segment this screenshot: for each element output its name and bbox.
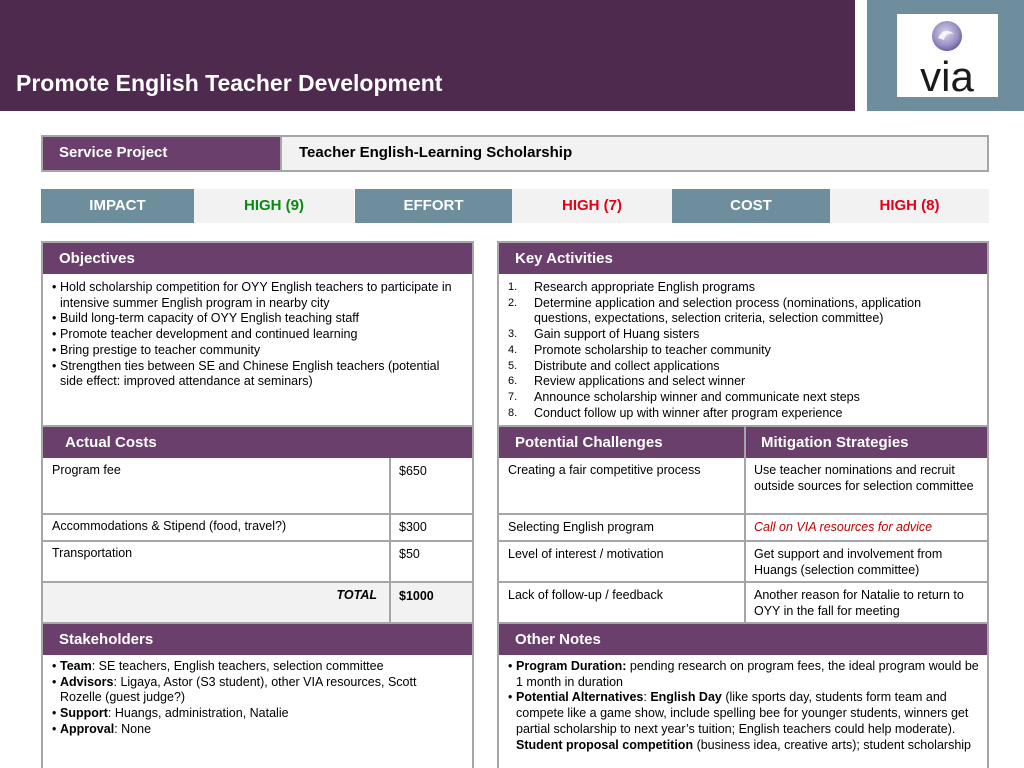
effort-value: HIGH (7) — [512, 189, 672, 223]
cost-item: Accommodations & Stipend (food, travel?) — [52, 519, 287, 533]
list-item: • Hold scholarship competition for OYY English teachers to participate in intensive summer English program in nearby city — [52, 280, 464, 311]
cost-total-label: TOTAL — [336, 588, 377, 602]
table-row — [43, 458, 472, 515]
stakeholders-panel — [41, 622, 474, 768]
cost-item: Program fee — [52, 463, 121, 477]
other-notes-list — [508, 659, 982, 753]
potential-challenges-title: Potential Challenges — [499, 427, 744, 458]
stakeholders-list — [52, 659, 452, 738]
list-item: • Bring prestige to teacher community — [52, 343, 464, 359]
list-item: 3. Gain support of Huang sisters — [508, 327, 700, 342]
challenge-text: Selecting English program — [508, 520, 654, 534]
stakeholders-title: Stakeholders — [43, 624, 472, 655]
objectives-panel — [41, 241, 474, 427]
key-activities-panel — [497, 241, 989, 427]
mitigation-strategies-title: Mitigation Strategies — [746, 427, 987, 458]
table-row — [43, 542, 472, 583]
list-item: 5. Distribute and collect applications — [508, 358, 720, 373]
mitigation-text: Use teacher nominations and recruit outside sources for selection committee — [754, 463, 974, 493]
table-row — [499, 583, 987, 624]
cost-label: COST — [672, 189, 830, 223]
effort-label: EFFORT — [355, 189, 512, 223]
list-item: • Advisors: Ligaya, Astor (S3 student), other VIA resources, Scott Rozelle (guest judge?) — [52, 675, 452, 706]
list-item: • Team: SE teachers, English teachers, selection committee — [52, 659, 452, 675]
mitigation-text: Call on VIA resources for advice — [754, 520, 933, 534]
cost-value: HIGH (8) — [830, 189, 989, 223]
cost-amount: $300 — [399, 520, 427, 534]
objectives-title: Objectives — [43, 243, 472, 274]
service-project-value: Teacher English-Learning Scholarship — [280, 137, 987, 170]
actual-costs-title: Actual Costs — [43, 427, 472, 458]
key-activities-list — [508, 280, 978, 421]
service-project-label: Service Project — [43, 137, 280, 170]
list-item: • Approval: None — [52, 722, 452, 738]
table-row — [499, 515, 987, 542]
via-logo — [897, 14, 998, 97]
cost-amount: $50 — [399, 547, 420, 561]
list-item: 7. Announce scholarship winner and communicate next steps — [508, 389, 860, 404]
impact-label: IMPACT — [41, 189, 194, 223]
other-notes-title: Other Notes — [499, 624, 987, 655]
list-item: • Support: Huangs, administration, Natalie — [52, 706, 452, 722]
list-item: • Build long-term capacity of OYY English teaching staff — [52, 311, 464, 327]
list-item: • Program Duration: pending research on program fees, the ideal program would be 1 month in duration — [508, 659, 982, 690]
costs-total-divider — [389, 583, 391, 624]
cost-amount: $650 — [399, 464, 427, 478]
challenges-panel — [497, 425, 989, 626]
challenge-text: Level of interest / motivation — [508, 547, 664, 561]
list-item: 8. Conduct follow up with winner after program experience — [508, 405, 843, 420]
header-bar — [0, 0, 855, 111]
impact-value: HIGH (9) — [194, 189, 354, 223]
table-row — [499, 542, 987, 583]
list-item: • Strengthen ties between SE and Chinese English teachers (potential side effect: improved attendance at seminars) — [52, 359, 464, 390]
cost-item: Transportation — [52, 546, 133, 560]
table-row — [499, 458, 987, 515]
logo-text: via — [920, 53, 974, 97]
objectives-list — [52, 280, 464, 390]
list-item: • Potential Alternatives: English Day (like sports day, students form team and compete like a game show, include spelling bee for younger students, winners get partial scholarship to next year’s tuition; English teachers could help moderate). Student proposal competition (business idea, creative arts); student scholarship — [508, 690, 982, 753]
key-activities-title: Key Activities — [499, 243, 987, 274]
cost-total-value: $1000 — [399, 589, 434, 603]
list-item: 2. Determine application and selection process (nominations, application questions, expectations, selection criteria, selection committee) — [508, 295, 922, 326]
list-item: • Promote teacher development and continued learning — [52, 327, 464, 343]
service-project-bar — [41, 135, 989, 172]
other-notes-panel — [497, 622, 989, 768]
list-item: 6. Review applications and select winner — [508, 374, 746, 389]
page-title: Promote English Teacher Development — [16, 70, 443, 96]
challenge-text: Lack of follow-up / feedback — [508, 588, 663, 602]
list-item: 4. Promote scholarship to teacher community — [508, 342, 771, 357]
table-row — [43, 515, 472, 542]
actual-costs-panel — [41, 425, 474, 626]
cost-total-row — [43, 583, 472, 624]
list-item: 1. Research appropriate English programs — [508, 280, 755, 294]
mitigation-text: Another reason for Natalie to return to OYY in the fall for meeting — [754, 588, 964, 618]
challenge-text: Creating a fair competitive process — [508, 463, 701, 477]
mitigation-text: Get support and involvement from Huangs (selection committee) — [754, 547, 943, 577]
